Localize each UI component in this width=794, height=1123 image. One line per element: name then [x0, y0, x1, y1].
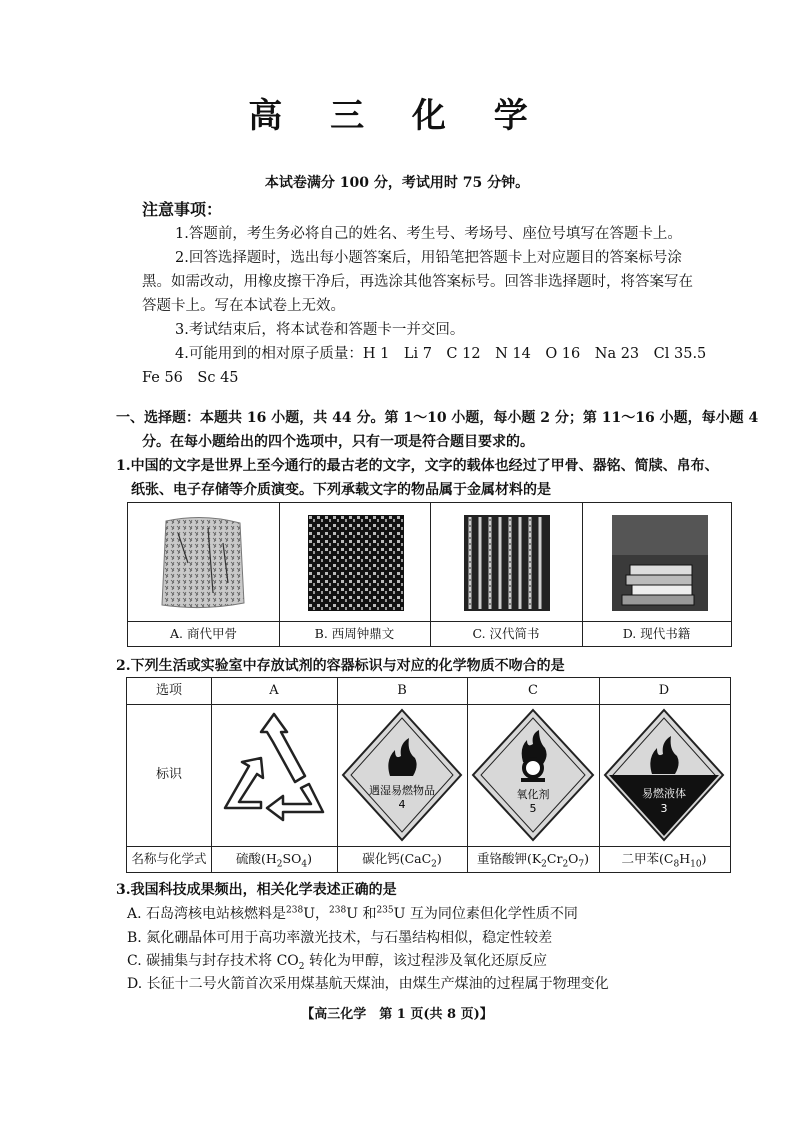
notice-line: 2.回答选择题时，选出每小题答案后，用铅笔把答题卡上对应题目的答案标号涂	[175, 250, 682, 266]
notice-line: 答题卡上。写在本试卷上无效。	[142, 298, 345, 314]
option-a: A. 石岛湾核电站核燃料是$^{238}$U，$^{238}$U 和$^{235}$U 互为同位素但化学性质不同	[127, 905, 578, 922]
header-d: D	[658, 683, 670, 698]
modern-books-image	[612, 515, 708, 611]
notice-heading: 注意事项：	[142, 200, 223, 219]
notice-line: Fe 56 Sc 45	[142, 370, 239, 386]
header-c: C	[528, 683, 538, 698]
option-b: B. 氮化硼晶体可用于高功率激光技术，与石墨结构相似，稳定性较差	[127, 930, 553, 946]
q1-options-table	[127, 502, 732, 647]
q2-table	[126, 677, 731, 873]
sign-label: 氧化剂	[516, 788, 550, 801]
flammable-liquid-sign	[599, 704, 729, 846]
option-d: D. 长征十二号火箭首次采用煤基航天煤油，由煤生产煤油的过程属于物理变化	[127, 976, 609, 992]
notice-line: 3.考试结束后，将本试卷和答题卡一并交回。	[175, 322, 465, 338]
sign-class: 5	[529, 802, 537, 815]
option-label: C. 汉代简书	[430, 621, 582, 646]
dangerous-when-wet-sign	[337, 704, 467, 846]
question-stem: 3.我国科技成果频出，相关化学表述正确的是	[116, 882, 397, 898]
option-c: C. 碳捕集与封存技术将 $CO_2$ 转化为甲醇，该过程涉及氧化还原反应	[127, 953, 547, 972]
chem-name-a: 硫酸$(H_2SO_4)$	[236, 851, 312, 870]
sign-label: 遇湿易燃物品	[369, 784, 435, 797]
notice-line: 黑。如需改动，用橡皮擦干净后，再选涂其他答案标号。回答非选择题时，将答案写在	[142, 274, 693, 290]
section-heading: 分。在每小题给出的四个选项中，只有一项是符合题目要求的。	[142, 434, 534, 450]
recycle-icon	[211, 704, 337, 846]
option-label: A. 商代甲骨	[128, 621, 279, 646]
question-stem: 纸张、电子存储等介质演变。下列承载文字的物品属于金属材料的是	[131, 482, 551, 498]
bronze-inscription-image	[308, 515, 404, 611]
chem-name-c: 重铬酸钾$(K_2Cr_2O_7)$	[476, 851, 590, 870]
header-option: 选项	[155, 683, 182, 698]
chem-name-d: 二甲苯$(C_8H_{10})$	[621, 851, 707, 870]
option-label: B. 西周钟鼎文	[279, 621, 430, 646]
oracle-bone-image	[158, 513, 248, 613]
sign-label: 易燃液体	[642, 787, 686, 800]
bamboo-slips-image	[464, 515, 550, 611]
option-label: D. 现代书籍	[582, 621, 731, 646]
page-title: 高 三 化 学	[248, 96, 546, 136]
exam-info: 本试卷满分 100 分，考试用时 75 分钟。	[264, 175, 530, 191]
question-stem: 2.下列生活或实验室中存放试剂的容器标识与对应的化学物质不吻合的是	[116, 658, 565, 674]
notice-line: 1.答题前，考生务必将自己的姓名、考生号、考场号、座位号填写在答题卡上。	[175, 226, 682, 242]
notice-line: 4.可能用到的相对原子质量：H 1 Li 7 C 12 N 14 O 16 Na 23 Cl 35.5	[175, 346, 707, 362]
question-stem: 1.中国的文字是世界上至今通行的最古老的文字，文字的载体也经过了甲骨、器铭、简牍、帛布、	[116, 458, 719, 474]
header-a: A	[269, 683, 279, 698]
oxidizer-sign	[467, 704, 599, 846]
sign-class: 4	[398, 798, 406, 811]
page-footer: 【高三化学 第 1 页(共 8 页)】	[301, 1007, 493, 1022]
row-label-mark: 标识	[155, 767, 182, 782]
header-b: B	[397, 683, 407, 698]
row-label-name: 名称与化学式	[131, 851, 207, 866]
chem-name-b: 碳化钙(CaC$_2$)	[362, 851, 442, 870]
sign-class: 3	[660, 802, 668, 815]
section-heading: 一、选择题：本题共 16 小题，共 44 分。第 1～10 小题，每小题 2 分；第 11～16 小题，每小题 4	[116, 410, 759, 426]
